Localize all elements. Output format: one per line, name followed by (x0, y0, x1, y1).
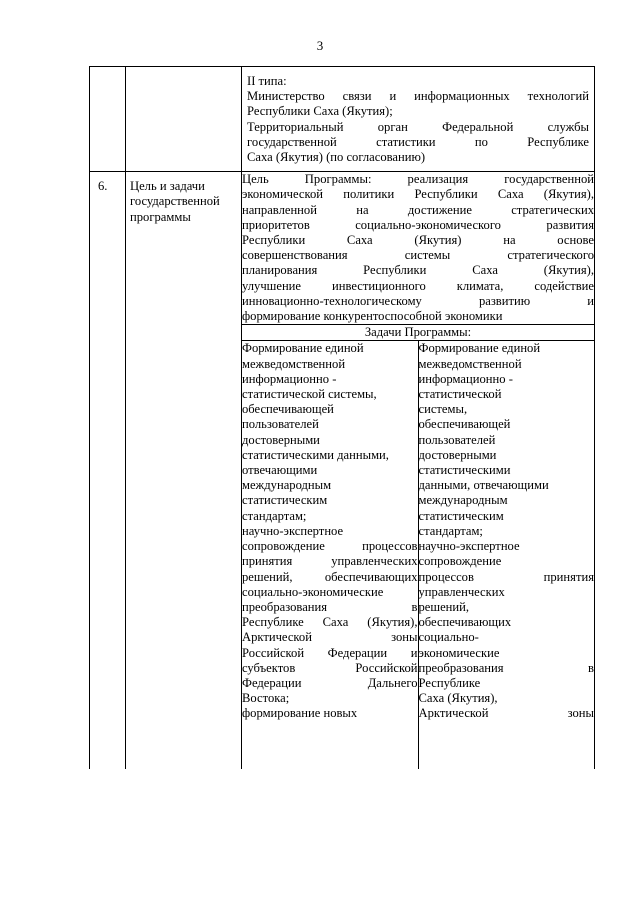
row-name: Цель и задачи государственной программы (126, 172, 242, 770)
text-line: Федерации Дальнего (242, 675, 418, 690)
text-line: управленческих (418, 584, 505, 599)
tasks-title: Задачи Программы: (242, 325, 594, 341)
table-row-goals (90, 172, 595, 770)
text-line: Востока; (242, 691, 290, 706)
text-line: обеспечивающей (242, 402, 334, 417)
goal-cell (242, 172, 594, 325)
text-line: статистической системы, (242, 387, 377, 402)
text-line: Саха (Якутия), (418, 691, 498, 706)
text-line: Российской Федерации и (242, 645, 418, 660)
text-line: данными, отвечающими (418, 478, 549, 493)
text-line: статистическими данными, (242, 447, 389, 462)
text-line: Министерство связи и информационных технологий (247, 89, 589, 104)
text-line: информационно - (418, 371, 513, 386)
text-line: планирования Республики Саха (Якутия), (242, 263, 594, 278)
text-line: сопровождение процессов (242, 539, 418, 554)
text-line: Формирование единой (242, 341, 364, 356)
text-line: субъектов Российской (242, 660, 418, 675)
text-line: приоритетов социально-экономического развития (242, 217, 594, 232)
text-line: Республики Саха (Якутия) на основе (242, 233, 594, 248)
text-line: информационно - (242, 371, 337, 386)
text-line: статистическими (418, 463, 511, 478)
table-row-executors (90, 67, 595, 172)
text-line: стандартам; (242, 508, 307, 523)
row2-content-cell (242, 172, 595, 770)
goals-inner-table (242, 172, 594, 769)
text-line: II типа: (247, 74, 287, 88)
text-line: пользователей (418, 432, 496, 447)
text-line: обеспечивающей (418, 417, 511, 432)
text-line: государственной статистики по Республике (247, 134, 589, 149)
text-line: статистическим (242, 493, 328, 508)
text-line: решений, обеспечивающих (242, 569, 418, 584)
row1-content-cell (242, 67, 595, 172)
text-line: экономической политики Республики Саха (Якутия), (242, 187, 594, 202)
text-line: статистическим (418, 508, 504, 523)
text-line: формирование конкурентоспособной экономики (242, 309, 503, 324)
passport-table (89, 66, 595, 769)
text-line: улучшение инвестиционного климата, содействие (242, 278, 594, 293)
text-line: Республике (418, 675, 481, 690)
text-line: системы, (418, 402, 468, 417)
text-line: стандартам; (418, 523, 483, 538)
row1-number-cell (90, 67, 126, 172)
text-line: отвечающими (242, 463, 318, 478)
text-line: достоверными (242, 432, 320, 447)
tasks-left-text (242, 341, 418, 721)
text-line: формирование новых (242, 706, 358, 721)
text-line: международным (418, 493, 508, 508)
text-line: принятия управленческих (242, 554, 418, 569)
text-line: достоверными (418, 447, 497, 462)
text-line: экономические (418, 645, 500, 660)
text-line: сопровождение (418, 554, 502, 569)
tasks-right-text (419, 341, 595, 721)
text-line: Арктической зоны (418, 706, 594, 721)
text-line: статистической (418, 387, 502, 402)
row-number: 6. (90, 172, 126, 770)
text-line: Цель Программы: реализация государственной (242, 172, 594, 187)
text-line: социально- (418, 630, 479, 645)
text-line: инновационно-технологическому развитию и (242, 293, 594, 308)
text-line: научно-экспертное (418, 539, 520, 554)
text-line: Арктической зоны (242, 630, 418, 645)
text-line: пользователей (242, 417, 319, 432)
executors-text (247, 74, 589, 165)
text-line: решений, (418, 599, 470, 614)
program-goal-text (242, 172, 594, 324)
tasks-left-cell (242, 341, 418, 770)
text-line: научно-экспертное (242, 523, 344, 538)
text-line: Республики Саха (Якутия); (247, 104, 393, 119)
text-line: Территориальный орган Федеральной службы (247, 119, 589, 134)
text-line: международным (242, 478, 332, 493)
text-line: обеспечивающих (418, 615, 512, 630)
text-line: Саха (Якутия) (по согласованию) (247, 150, 426, 165)
page-number: 3 (316, 38, 324, 53)
text-line: Формирование единой (418, 341, 541, 356)
tasks-right-cell (418, 341, 594, 770)
text-line: процессов принятия (418, 569, 594, 584)
text-line: социально-экономические (242, 584, 384, 599)
text-line: межведомственной (418, 356, 522, 371)
text-line: направленной на достижение стратегических (242, 202, 594, 217)
row1-name-cell (126, 67, 242, 172)
text-line: Республике Саха (Якутия), (242, 615, 418, 630)
text-line: преобразования в (418, 660, 594, 675)
text-line: преобразования в (242, 599, 418, 614)
text-line: межведомственной (242, 356, 346, 371)
text-line: совершенствования системы стратегического (242, 248, 594, 263)
